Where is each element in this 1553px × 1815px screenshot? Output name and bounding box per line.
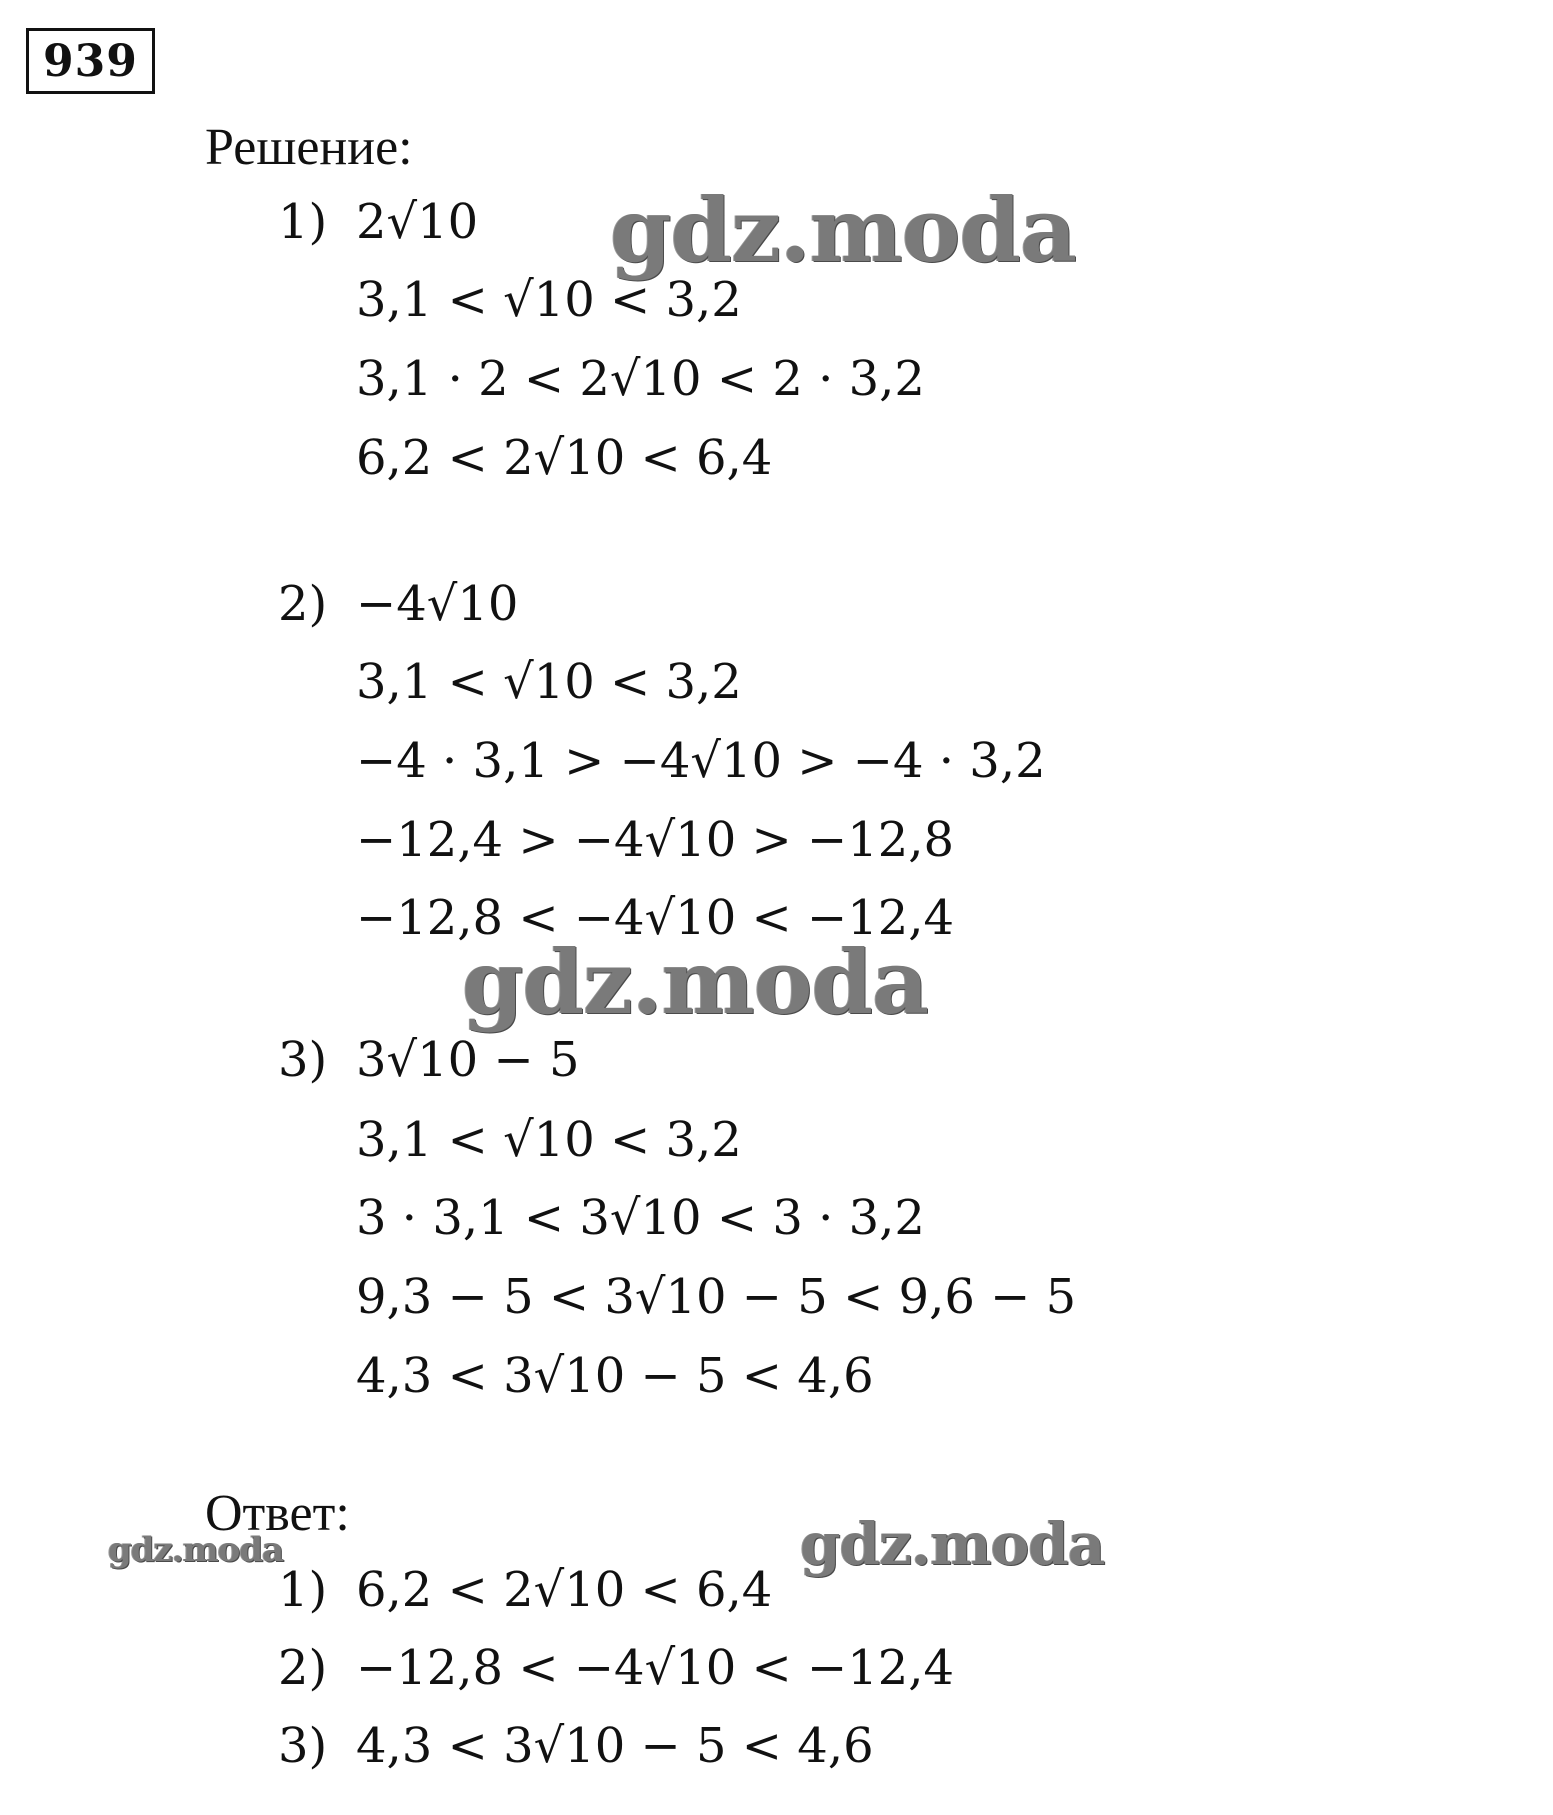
part-1-step-3: 6,2 < 2√10 < 6,4 bbox=[356, 430, 773, 486]
part-3-step-1: 3,1 < √10 < 3,2 bbox=[356, 1112, 742, 1168]
part-2-step-3: −12,4 > −4√10 > −12,8 bbox=[356, 812, 955, 868]
answer-2-label: 2) bbox=[278, 1640, 328, 1696]
part-3-label: 3) bbox=[278, 1032, 328, 1088]
part-2-step-2: −4 · 3,1 > −4√10 > −4 · 3,2 bbox=[356, 733, 1046, 789]
part-3-expression: 3√10 − 5 bbox=[356, 1032, 580, 1088]
solution-heading: Решение: bbox=[205, 119, 413, 176]
answer-heading: Ответ: bbox=[205, 1485, 350, 1542]
answer-2-text: −12,8 < −4√10 < −12,4 bbox=[356, 1640, 955, 1696]
part-3-step-4: 4,3 < 3√10 − 5 < 4,6 bbox=[356, 1348, 874, 1404]
answer-1-label: 1) bbox=[278, 1562, 328, 1618]
answer-3-label: 3) bbox=[278, 1718, 328, 1774]
part-2-step-4: −12,8 < −4√10 < −12,4 bbox=[356, 890, 955, 946]
part-1-step-1: 3,1 < √10 < 3,2 bbox=[356, 272, 742, 328]
part-2-label: 2) bbox=[278, 576, 328, 632]
part-3-step-3: 9,3 − 5 < 3√10 − 5 < 9,6 − 5 bbox=[356, 1269, 1077, 1325]
task-number-box: 939 bbox=[26, 28, 155, 94]
answer-3-text: 4,3 < 3√10 − 5 < 4,6 bbox=[356, 1718, 874, 1774]
watermark-answer: gdz.moda bbox=[800, 1510, 1105, 1578]
watermark-top: gdz.moda bbox=[610, 178, 1077, 282]
part-2-step-1: 3,1 < √10 < 3,2 bbox=[356, 654, 742, 710]
part-1-label: 1) bbox=[278, 194, 328, 250]
part-1-expression: 2√10 bbox=[356, 194, 479, 250]
watermark-middle: gdz.moda bbox=[462, 930, 929, 1034]
part-2-expression: −4√10 bbox=[356, 576, 519, 632]
watermark-small-left: gdz.moda bbox=[108, 1530, 284, 1570]
answer-1-text: 6,2 < 2√10 < 6,4 bbox=[356, 1562, 773, 1618]
part-3-step-2: 3 · 3,1 < 3√10 < 3 · 3,2 bbox=[356, 1190, 925, 1246]
part-1-step-2: 3,1 · 2 < 2√10 < 2 · 3,2 bbox=[356, 351, 925, 407]
